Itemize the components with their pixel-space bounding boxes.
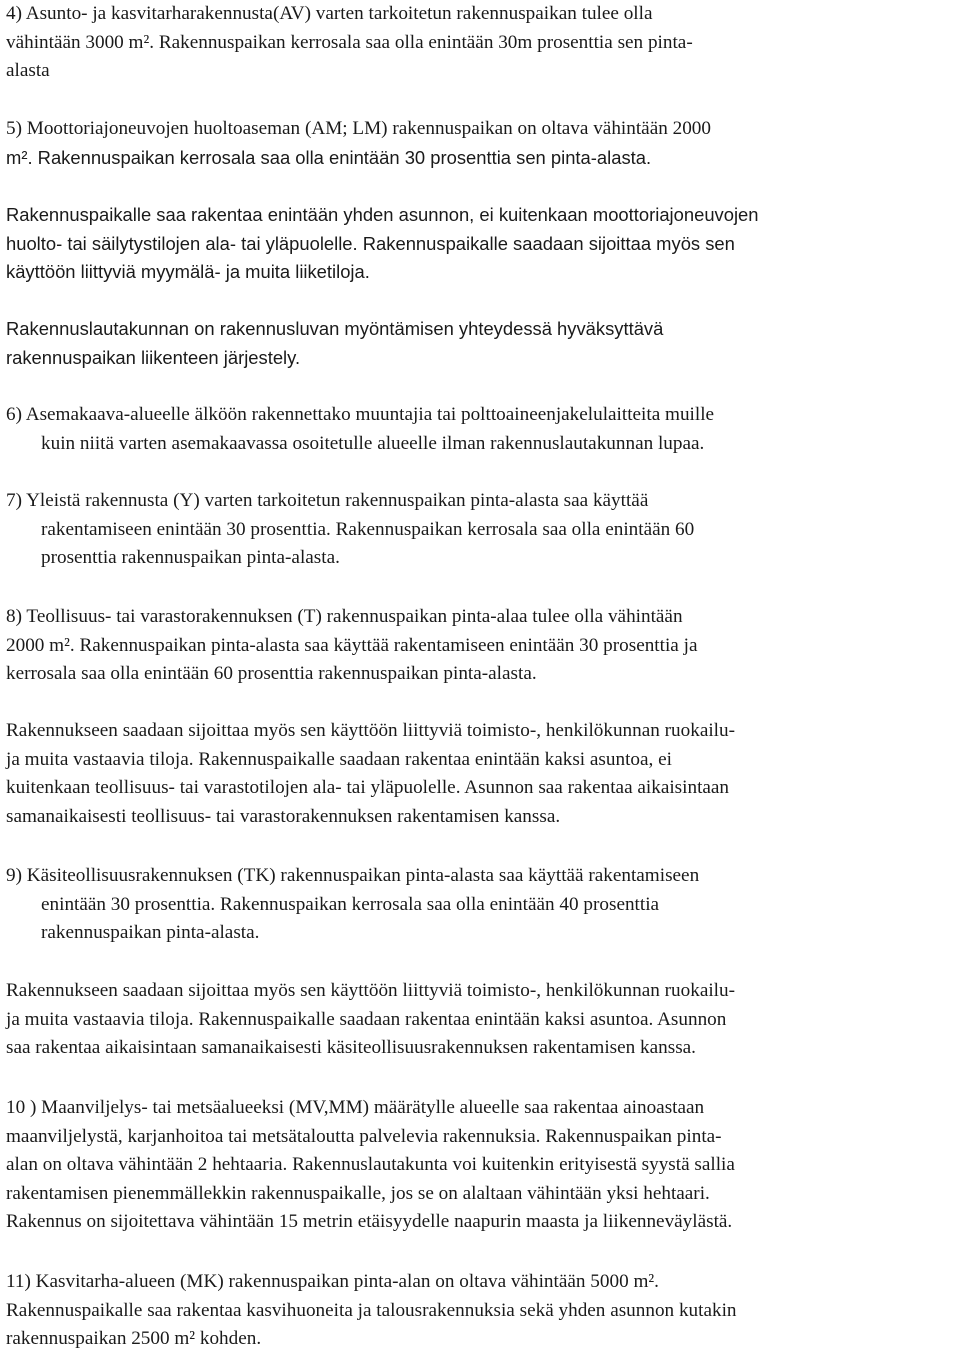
paragraph-8-use [6, 717, 956, 831]
text-line: 2000 m². Rakennuspaikan pinta-alasta saa käyttää rakentamiseen enintään 30 prosenttia ja [6, 634, 698, 656]
text-line: Rakennuspaikalle saa rakentaa enintään yhden asunnon, ei kuitenkaan moottoriajoneuvojen [6, 204, 759, 225]
text-line: huolto- tai säilytystilojen ala- tai yläpuolelle. Rakennuspaikalle saadaan sijoittaa myös sen [6, 232, 735, 254]
text-line: rakennuspaikan pinta-alasta. [41, 922, 260, 944]
text-line: 10 ) Maanviljelys- tai metsäalueeksi (MV,MM) määrätylle alueelle saa rakentaa ainoastaan [6, 1097, 705, 1118]
paragraph-9 [6, 862, 956, 948]
text-line: Rakennukseen saadaan sijoittaa myös sen käyttöön liittyviä toimisto-, henkilökunnan ruokailu- [6, 720, 735, 741]
text-line: kuin niitä varten asemakaavassa osoitetulle alueelle ilman rakennuslautakunnan lupaa. [41, 432, 705, 454]
text-line: Rakennuspaikalle saa rakentaa kasvihuoneita ja talousrakennuksia sekä yhden asunnon kutakin [6, 1299, 737, 1321]
text-line: m². Rakennuspaikan kerrosala saa olla enintään 30 prosenttia sen pinta-alasta. [6, 146, 652, 168]
paragraph-6 [6, 401, 956, 458]
text-line: ja muita vastaavia tiloja. Rakennuspaikalle saadaan rakentaa enintään kaksi asuntoa. Asunnon [6, 1008, 727, 1030]
text-line: kuitenkaan teollisuus- tai varastotilojen ala- tai yläpuolelle. Asunnon saa rakentaa aikaisintaan [6, 777, 730, 799]
text-line: prosenttia rakennuspaikan pinta-alasta. [41, 547, 340, 569]
text-line: saa rakentaa aikaisintaan samanaikaisesti käsiteollisuusrakennuksen rakentamisen kanssa. [6, 1037, 696, 1059]
text-line: vähintään 3000 m². Rakennuspaikan kerrosala saa olla enintään 30m prosenttia sen pinta- [6, 31, 693, 53]
text-line: rakennuspaikan liikenteen järjestely. [6, 346, 301, 368]
paragraph-11 [6, 1268, 956, 1354]
paragraph-4 [6, 0, 956, 86]
paragraph-5-traffic [6, 315, 956, 372]
paragraph-10 [6, 1094, 956, 1237]
paragraph-8 [6, 603, 956, 689]
text-line: 9) Käsiteollisuusrakennuksen (TK) rakennuspaikan pinta-alasta saa käyttää rakentamiseen [6, 865, 700, 886]
text-line: 8) Teollisuus- tai varastorakennuksen (T) rakennuspaikan pinta-alaa tulee olla vähintään [6, 606, 683, 627]
text-line: enintään 30 prosenttia. Rakennuspaikan kerrosala saa olla enintään 40 prosenttia [41, 893, 660, 915]
paragraph-9-use [6, 977, 956, 1063]
text-line: kerrosala saa olla enintään 60 prosenttia rakennuspaikan pinta-alasta. [6, 663, 537, 685]
text-line: samanaikaisesti teollisuus- tai varastorakennuksen rakentamisen kanssa. [6, 805, 561, 827]
text-line: rakentamiseen enintään 30 prosenttia. Rakennuspaikan kerrosala saa olla enintään 60 [41, 518, 695, 540]
paragraph-5-use [6, 201, 956, 287]
text-line: rakentamisen pienemmällekkin rakennuspaikalle, jos se on alaltaan vähintään yksi hehtaari. [6, 1182, 710, 1204]
text-line: alan on oltava vähintään 2 hehtaaria. Rakennuslautakunta voi kuitenkin erityisestä syystä sallia [6, 1154, 735, 1176]
text-line: rakennuspaikan 2500 m² kohden. [6, 1328, 262, 1350]
text-line: 7) Yleistä rakennusta (Y) varten tarkoitetun rakennuspaikan pinta-alasta saa käyttää [6, 490, 649, 511]
text-line: maanviljelystä, karjanhoitoa tai metsätaloutta palvelevia rakennuksia. Rakennuspaikan pinta- [6, 1125, 722, 1147]
paragraph-7 [6, 487, 956, 573]
text-line: 11) Kasvitarha-alueen (MK) rakennuspaikan pinta-alan on oltava vähintään 5000 m². [6, 1271, 659, 1292]
paragraph-5 [6, 115, 956, 172]
text-line: Rakennuslautakunnan on rakennusluvan myöntämisen yhteydessä hyväksyttävä [6, 318, 664, 339]
text-line: Rakennus on sijoitettava vähintään 15 metrin etäisyydelle naapurin maasta ja liikenneväylästä. [6, 1211, 733, 1233]
text-line: 5) Moottoriajoneuvojen huoltoaseman (AM; LM) rakennuspaikan on oltava vähintään 2000 [6, 118, 711, 139]
text-line: alasta [6, 60, 50, 82]
text-line: ja muita vastaavia tiloja. Rakennuspaikalle saadaan rakentaa enintään kaksi asuntoa, ei [6, 748, 672, 770]
text-line: 6) Asemakaava-alueelle älköön rakennettako muuntajia tai polttoaineenjakelulaitteita muille [6, 404, 715, 425]
text-line: Rakennukseen saadaan sijoittaa myös sen käyttöön liittyviä toimisto-, henkilökunnan ruokailu- [6, 980, 735, 1001]
text-line: käyttöön liittyviä myymälä- ja muita liiketiloja. [6, 261, 370, 283]
text-line: 4) Asunto- ja kasvitarharakennusta(AV) varten tarkoitetun rakennuspaikan tulee olla [6, 3, 653, 24]
